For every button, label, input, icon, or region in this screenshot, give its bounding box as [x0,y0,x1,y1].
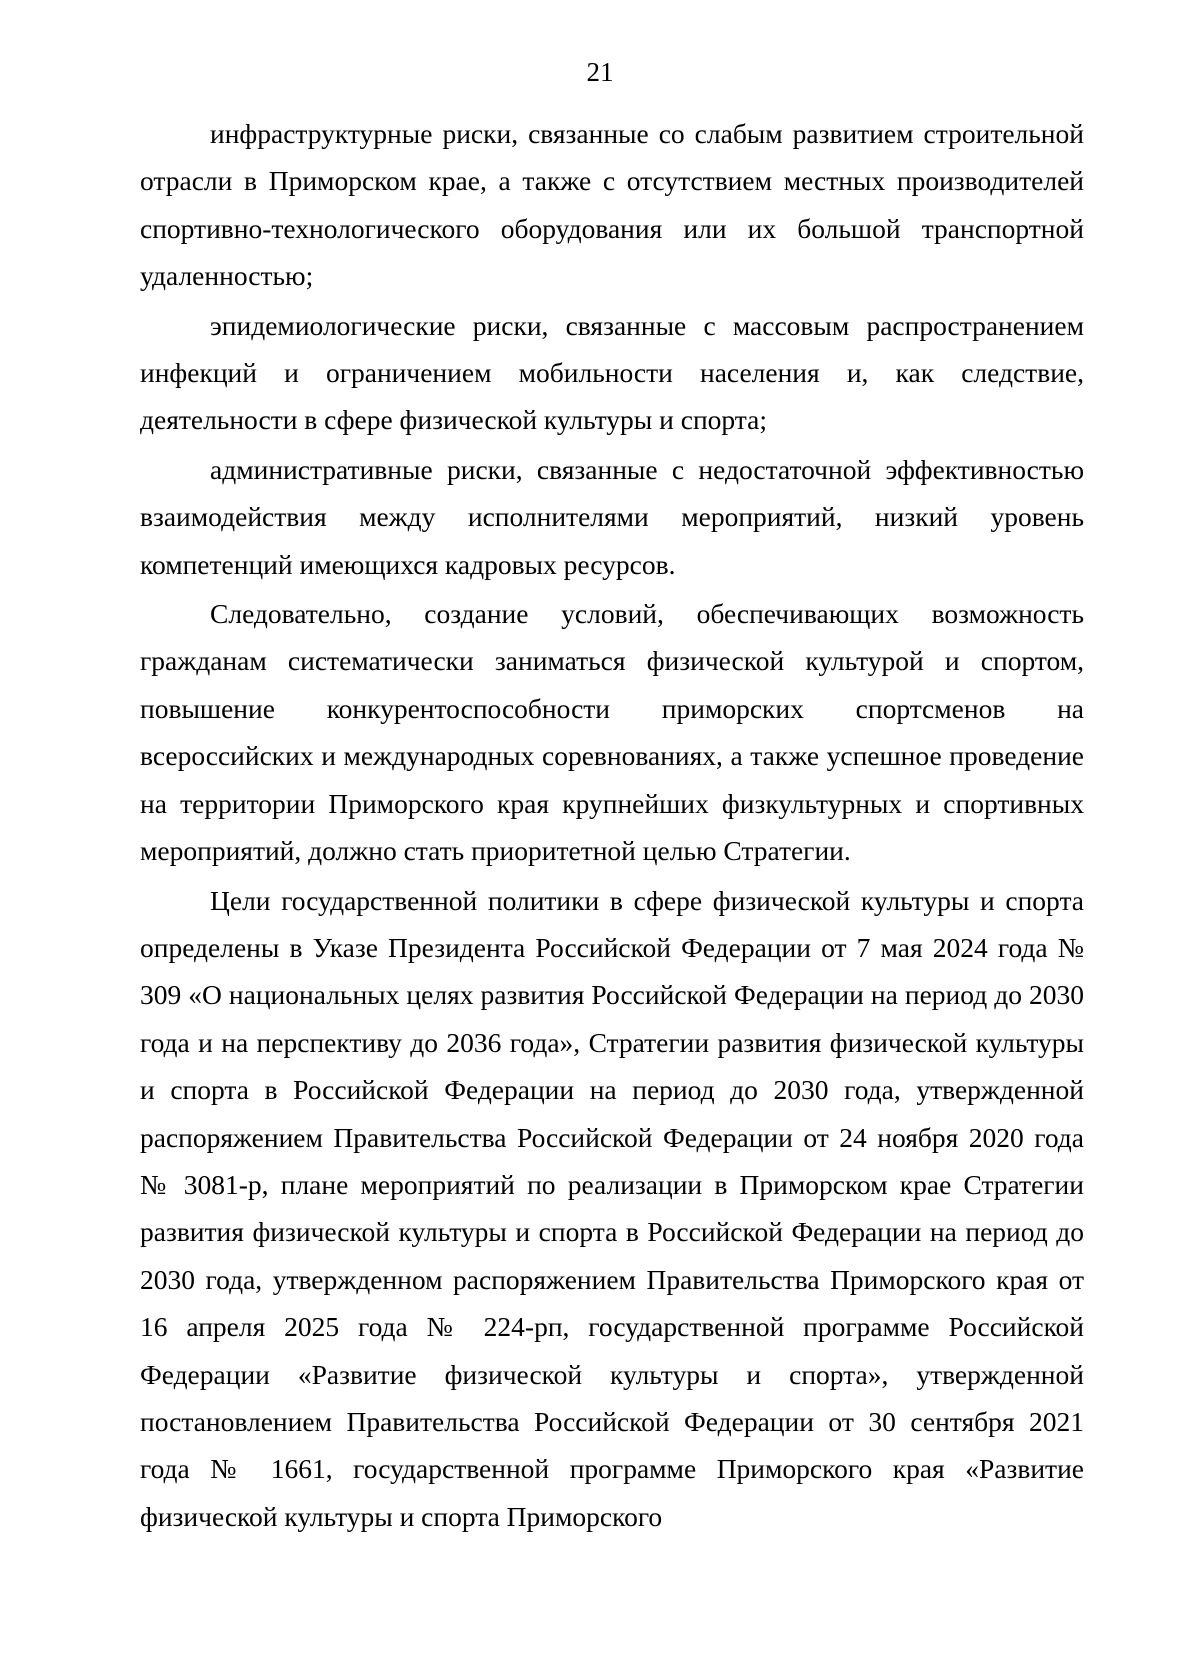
paragraph-administrative-risks: административные риски, связанные с недостаточной эффективностью взаимодействия между исполнителями мероприятий, низкий уровень компетенций имеющихся кадровых ресурсов. [140,453,1084,580]
page-number: 21 [586,57,614,87]
paragraph-state-policy-goals: Цели государственной политики в сфере физической культуры и спорта определены в Указе Президента Российской Федерации от 7 мая 2024 года № 309 «О национальных целях развития Российской Федерации на период до 2030 года и на перспективу до 2036 года», Стратегии развития физической культуры и спорта в Российской Федерации на период до 2030 года, утвержденной распоряжением Правительства Российской Федерации от 24 ноября 2020 года № 3081-р, плане мероприятий по реализации в Приморском крае Стратегии развития физической культуры и спорта в Российской Федерации на период до 2030 года, утвержденном распоряжением Правительства Приморского края от 16 апреля 2025 года № 224-рп, государственной программе Российской Федерации «Развитие физической культуры и спорта», утвержденной постановлением Правительства Российской Федерации от 30 сентября 2021 года № 1661, государственной программе Приморского края «Развитие физической культуры и спорта Приморского [140,884,1084,1532]
document-body [140,110,1084,1540]
paragraph-epidemiological-risks: эпидемиологические риски, связанные с массовым распространением инфекций и ограничением мобильности населения и, как следствие, деятельности в сфере физической культуры и спорта; [140,309,1084,436]
paragraph-strategy-goal: Следовательно, создание условий, обеспечивающих возможность гражданам систематически заниматься физической культурой и спортом, повышение конкурентоспособности приморских спортсменов на всероссийских и международных соревнованиях, а также успешное проведение на территории Приморского края крупнейших физкультурных и спортивных мероприятий, должно стать приоритетной целью Стратегии. [140,598,1084,867]
paragraph-infrastructure-risks: инфраструктурные риски, связанные со слабым развитием строительной отрасли в Приморском крае, а также с отсутствием местных производителей спортивно-технологического оборудования или их большой транспортной удаленностью; [140,118,1084,292]
